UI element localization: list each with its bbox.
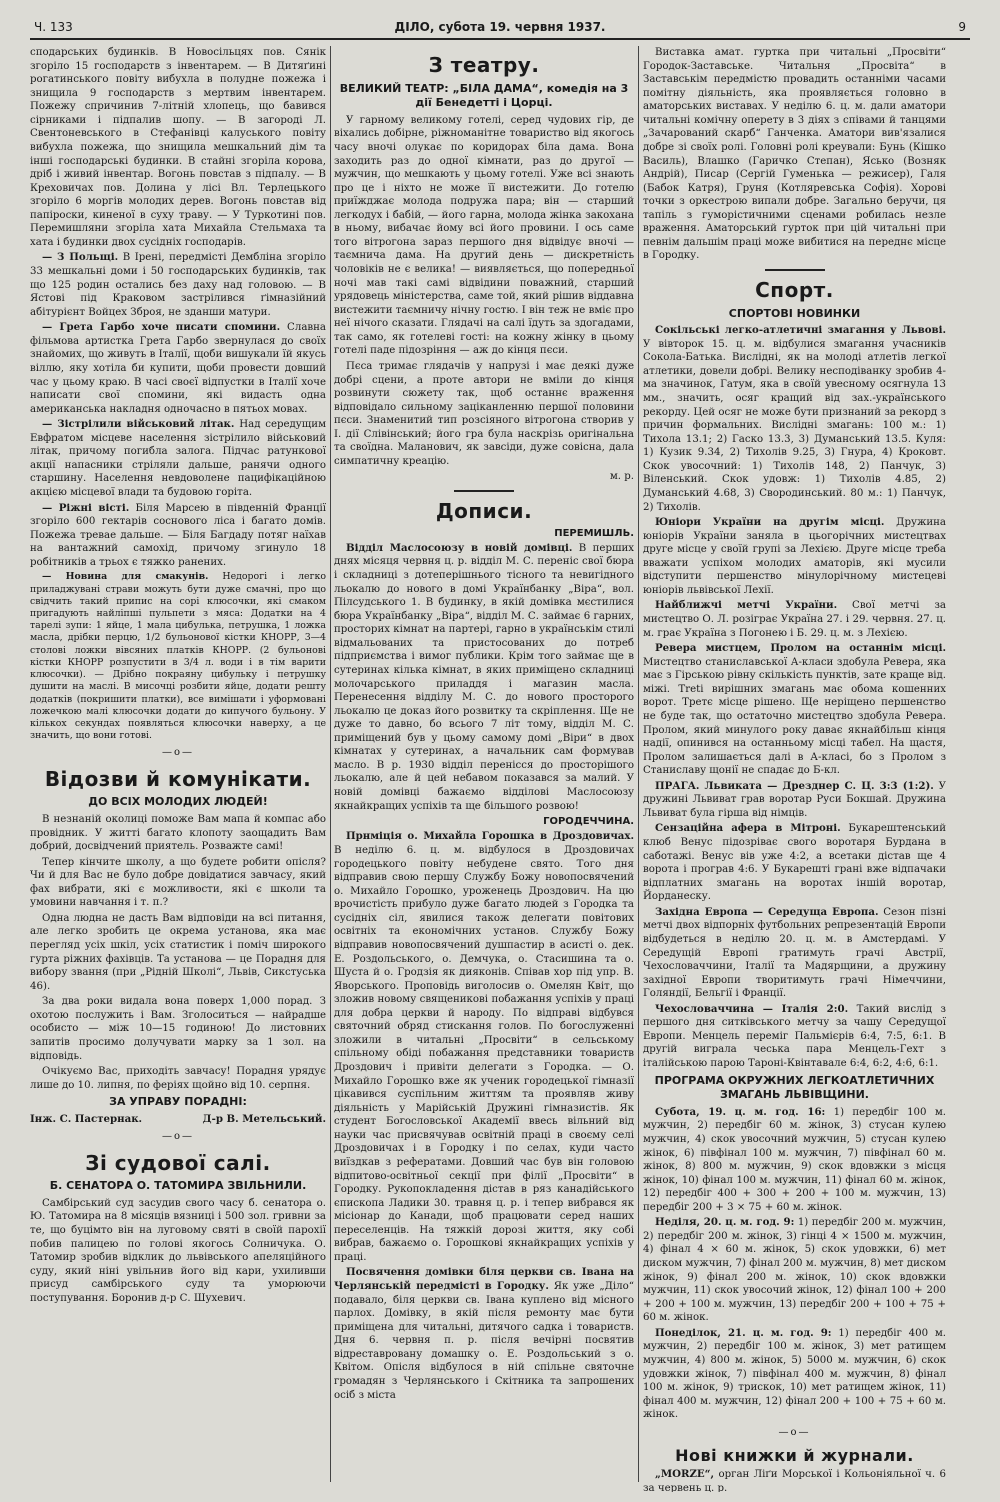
signature-heading: ЗА УПРАВУ ПОРАДНІ: [109,1095,247,1109]
paragraph: Пєса тримає глядачів у напрузі і має деякі дуже добрі сцени, а проте автори не вміли до кінця розвинути сюжету так, щоб останнє враження відповідало сильному заціканленню першої половини пєси. Знаменитий тип розсіяного вітрогона створив у І. дії Слівінський; його гра була наскрізь оригінальна та своїдна. Маланович, як завсіди, дуже совісна, дала симпатичну креацію. [334,360,634,467]
sport-item: Чехословаччина — Італія 2:0. Такий вислід з першого дня ситківського метчу за чашу Середущої Европи. Менцель переміг Пальмієрів 6:4, 7:5, 6:1. В другій виграла чеська пара Менцель-Гехт з італійською парою Тароні-Квінтавале 6:4, 6:2, 4:6, 6:1. [643,1002,946,1070]
paragraph: Відділ Маслосоюзу в новій домівці. В перших днях місяця червня ц. р. відділ М. С. переніс свої бюра і складниці з дотеперішнього тісного та невигідного льокалю до нового в домі Українбанку „Віра“, вол. Пілсудського 1. В будинку, в якій домівка мєстилися бюра Українбанку „Віра“, відділ М. С. займає 6 гарних, просторих кімнат на партері, гарно в українськім стилі відмальованих та пристосованих до потреб підприємства і вимог публики. Крім того займає ще в сутеринах кілька кімнат, в яких приміщено складниці молочарського приладдя і магазин масла. Перенесення відділу М. С. до нового просторого льокалю це доказ його розвитку та скріплення. Ще не дуже то давно, бо всього 7 літ тому, відділ М. С. приміщений був у цьому самому домі „Віри“ в двох кімнатах у сутеринах, а начальник сам формував масло. В р. 1930 відділ перенісся до просторішого льокалю, але й цей небавом показався за малий. У новій домівці бажаємо відділові Маслосоюзу якнайкращих успіхів та ще більшого розвою! [334,541,634,812]
divider: —o— [778,1426,811,1438]
signature-left: Інж. С. Пастернак. [30,1112,143,1125]
place-heading: ПЕРЕМИШЛЬ. [554,527,634,539]
column-3 [643,46,946,1492]
sport-item: Юніори України на другім місці. Дружина юніорів України заняла в цьогорічних мистецтвах друге місце у своїй групі за Лехією. Друге місце треба вважати успіхом молодих аматорів, які мусили відступити першенство мінулорічному мистецеві юніорів львівської Лехії. [643,516,946,596]
section-title-sport: Спорт. [755,278,834,302]
program-day: Неділя, 20. ц. м. год. 9: 1) передбіг 200 м. мужчин, 2) передбіг 200 м. жінок, 3) гінці 4 × 1500 м. мужчин, 4) фінал 4 × 60 м. жінок, 5) скок удовжки, 6) мет диском мужчин, 7) фінал 200 м. мужчин, 8) мет диском жінок, 9) фінал 200 м. жінок, 10) скок вдовжки мужчин, 11) скок увосочий жінок, 12) фінал 100 + 200 + 200 + 100 м. мужчин, 13) передбіг 200 + 100 + 75 + 60 м. жінок. [643,1216,946,1324]
column-rule [638,46,639,1482]
paragraph: Прнміція о. Михайла Горошка в Дроздовичах. В неділю 6. ц. м. відбулося в Дроздовичах городецького повіту небудене свято. Того дня відправив свою першу Службу Божу новопосвячений о. Михайло Горошко, уроженець Дроздович. На цю врочистість прибуло дуже багато людей з Городка та сусідніх сіл, явилися також делегати повітових освітніх та економічних установ. Службу Божу відправив новопосвячений душпастир в асисті о. дек. Е. Роздольського, о. Демчука, о. Стасишина та о. Шуста й о. Гродзія як дияконів. Співав хор під упр. В. Яворського. Проповідь виголосив о. Омелян Квіт, що зложив новому священикові побажання успіхів у праці для добра церкви й народу. По відправі відбувся святочний обряд стискання голов. По богослуженні зложили в читальні „Просвіти“ в сельському спільному обіді побажання представники товариств Дроздович і привіти делегати з Городка. — О. Михайло Горошко вже як ученик городецької гімназії цікавився суспільним життям та проявляв живу діяльність у Марійській Дружині гімназистів. Як студент Богословської Академії ввесь вільний від науки час присвячував освітній праці в своєму селі Дроздовичах і в Городку і по селах, куди часто виїздкав з рефератами. Довший час був він головою відпитово-освітньої секції при філії „Просвіти“ в Городку. Рукопокладення дістав в ряз канадійського єпископа Ладики 30. травня ц. р. і тепер вибрався як місіонар до Канади, щоб працювати серед наших переселенців. На тяжкій дорозі життя, яку собі вибрав, бажаємо о. Горошкові якнайкращих успіхів у праці. [334,830,634,1263]
issue-number: Ч. 133 [34,20,73,34]
program-day: Понеділок, 21. ц. м. год. 9: 1) передбіг 400 м. мужчин, 2) передбіг 100 м. жінок, 3) мет ратищем мужчин, 4) 800 м. жінок, 5) 5000 м. мужчин, 6) скок удовжки жінок, 7) півфінал 400 м. мужчин, 8) фінал 100 м. жінок, 9) трискок, 10) мет ратищем жінок, 11) фінал 400 м. мужчин, 12) фінал 200 + 100 + 75 + 60 м. жінок. [643,1326,946,1421]
divider: —o— [161,1131,195,1143]
page-number: 9 [958,20,966,34]
sport-item: Західна Европа — Середуща Европа. Сезон пізні метчі двох відпорніх футбольних репрезентацій Европи відбудеться в неділю 20. ц. м. в Амстердамі. У Середущій Европі гратимуть грачі Австрії, Чехословаччини, Італії та Мадярщини, а дружину західної Европи творитимуть грачі Німеччини, Голяндії, Бельгії і Франції. [643,905,946,1000]
section-subtitle: ВЕЛИКИЙ ТЕАТР: „БІЛА ДАМА“, комедія на 3 дії Бенедетті і Цорці. [339,81,629,110]
signatures [30,1113,326,1127]
paragraph: У гарному великому готелі, серед чудових гір, де віхались добірне, ріжноманітне товариство від якогось часу вночі олукає по коридорах біла дама. Вона заходить раз до одної кімнати, раз до другої — мужчин, що мешкають у цьому готелі. Уже всі знають про це і ніхто не може її вистежити. До готелю приїжджає молода подружа пара; він — старший легкодух і бабій, — його гарна, молода жінка закохана в ньому, вибачає йому всі його провини. І ось саме того вітрогона зараз першого дня відвідує вночі — таємнича дама. На другий день — дискретність чоловіків не є велика! — виявляється, що попередньої ночі мав такі самі відвідини поважний, старший урядовець міністерства, саме той, який рішив віддавна вистежити таємничу нічну гостю. І він теж не вміє про неї нічого сказати. Глядачі на салі їдуть за здогадами, так само, як готелеві гості: на кожну жінку в цьому готелі паде підозріння — аж до кінця пєси. [334,114,634,357]
paragraph: За два роки видала вона поверх 1,000 порад. З охотою послужить і Вам. Зголоситься — найрадше особисто — між 10—15 годиною! До листовних запитів просимо долучувати марку за 1 зол. на відповідь. [30,996,326,1062]
section-title-books: Нові книжки й журнали. [675,1446,914,1466]
sport-item: ПРАГА. Львиката — Дрезднер С. Ц. 3:3 (1:2). У дружині Львиват грав воротар Руси Бокшай. Дружина Львиват була гірша від німців. [643,779,946,819]
paragraph: Одна людна не дасть Вам відповіди на всі питання, але легко зробить це окрема установа, яка має перегляд усіх шкіл, усіх статистик і поміч широкого гурта ріжних фахівців. Та установа — це Порадня для вибору звання (при „Рідній Школі“, Львів, Сикстуська 46). [30,912,326,992]
section-title-vidozvy: Відозви й комунікати. [44,766,312,791]
paragraph: Виставка амат. гуртка при читальні „Просвіти“ Городок-Заставське. Читальня „Просвіта“ в Заставськім передмістю провадить останніми часами помітну діяльність, яка проявляється головно в аматорських виставах. У неділю 6. ц. м. дали аматори читальні комічну оперету в 3 діях з співами й танцями „Зачарований скарб“ Ганченка. Аматори вив'язалися добре зі своїх ролі. Головні ролі креували: Бунь (Кішко Василь), Влашко (Гаричко Степан), Ясько (Возняк Андрій), Писар (Сергій Гуменька — режисер), Галя (Бабок Катря), Груня (Котляревська Софія). Хорові точки з оркестрою випали добре. Загально беручи, ця тапіль з гуморістичними сценами робилась незле враження. Аматорський гурток при цій читальні при певнім дальшім праці може вибитися на переднє місце в Городку. [643,47,946,262]
sport-item: Найближчі метчі України. Свої метчі за мистецтво О. Л. розіграє Україна 27. і 29. червня. 27. ц. м. грає Україна з Погонею і Б. 29. ц. м. з Лехією. [643,599,946,639]
paragraph: Посвячення домівки біля церкви св. Івана на Черлянській передмісті в Городку. Як уже „Діло“ подавало, біля церкви св. Івана куплено від місного парлох. Домівку, в якій після ремонту має бути приміщена для читальні, дитячого садка і товариств. Дня 6. червня п. р. після вечірні посвятив відреставровану домашку о. Е. Роздольський з о. Квітом. Опісля відбулося в ній спільне святочне громадян з Черлянського і Скітника та запрошених осіб з міста [334,1266,634,1401]
section-subtitle: ДО ВСІХ МОЛОДИХ ЛЮДЕЙ! [88,795,268,809]
sport-item: Сензаційна афера в Мітроні. Букарештенський клюб Венус підозріває свого воротаря Бурдана в саботажі. Венус вів уже 4:2, а всетаки дістав ще 4 ворота і програв 4:6. У Букарешті грані вже відпачаки відплатних змагань на воротах іншій воротар, Йорданеску. [643,822,946,903]
paragraph: „MORZE“, орган Ліґи Морської і Кольоніяльної ч. 6 за червень ц. р. [643,1468,946,1492]
signature-right: Д-р В. Метельський. [202,1112,326,1125]
paragraph: В незнаній околиці поможе Вам мапа й компас або провідник. У житті багато клопоту заощадить Вам добрий, досвідчений приятель. Розважте самі! [30,813,326,853]
program-title: ПРОГРАМА ОКРУЖНИХ ЛЕГКОАТЛЕТИЧНИХ ЗМАГАНЬ ЛЬВІВЩИНИ. [654,1073,935,1102]
column-1 [30,46,326,1492]
news-item: — Зістрілили військовий літак. Над середущим Евфратом місцеве населення зістрілило військовий літак, причому погибла залога. Підчас ратункової акції напасники стріляли дальше, ранячи одного старшину. Населення невдоволене пацифікаційною акцією місцевої влади та будовою горіта. [30,418,326,498]
paragraph: Очікуємо Вас, приходіть завчасу! Порадня урядує лише до 10. липня, по феріях щойно від 10. серпня. [30,1066,326,1091]
column-2 [334,46,634,1492]
news-item: — Грета Гарбо хоче писати спомини. Славна фільмова артистка Грета Гарбо звернулася до своїх знайомих, що живуть в Італії, щоби вишукали їй якусь віллю, яку хотіла би купити, щоби провести довший час у цьому краю. В часі своєї відпустки в Італії хоче написати свої спомини, які видасть одна американська накладня одночасно в пятьох мовах. [30,321,326,415]
news-item: — Новина для смакунів. Недорогі і легко приладжувані страви можуть бути дуже смачні, про що свідчить такий припис на сорі клюсочки, які смаком пригадують найліпші пульпети з мяса: Додатки на 4 тарелі зупи: 1 яйце, 1 мала цибулька, петрушка, 1 ложка масла, дрібки перцю, 1/2 бульонової кістки КНОРР, 3—4 столові ложки вівсяних платків КНОРР. (2 бульонові кістки КНОРР розпустити в 3/4 л. води і в тім варити клюсочки). — Дрібно покраяну цибульку і петрушку душити на маслі. В мисочці розбити яйце, додати решту додатків (покришити платки), все вимішати і уформовані ложечкою малі клюсочки додати до кипучого бульону. У кількох секундах появляться клюсочки наверху, а це значить, що вони готові. [30,571,326,742]
column-rule [330,46,331,1482]
section-title-theatre: З театру. [428,53,540,77]
news-item: — Ріжні вісті. Біля Марсею в південній Франції згоріло 600 гектарів соснового ліса і багато домів. Пожежа тревае дальше. — Біля Багдаду потяг наїхав на вантажний самохід, причому згинуло 18 робітників а трьох є тяжко ранених. [30,501,326,568]
divider [765,269,825,271]
section-title-court: Зі судової салі. [85,1150,271,1175]
fire-news: сподарських будинків. В Новосільцях пов. Сянік згоріло 15 господарств з інвентарем. — В Дитяґині рогатинського повіту вибухла в полудне пожежа і знищила 9 господарств з мертвим інвентарем. Пожежу спричинив 7-літній хлопець, що бавився сірниками і підпалив шопу. — В загороді Л. Свентоневського в Стефанівці калуського повіту вибухла пожежа, що знищила мешкальний дім та інші господарські будинки. В стайні згоріла корова, дріб і живий інвентар. Вогонь повстав з підпалу. — В Креховичах пов. Долина у лісі Вл. Терлецького згоріло 6 моргів молодих дерев. Вогонь повстав від папіроски, киненої в суху траву. — У Туркотині пов. Перемишляни згоріла хата Михайла Стельмаха та хата і будинки двох сусідніх господарів. [30,47,326,248]
divider [454,490,514,492]
program-day: Субота, 19. ц. м. год. 16: 1) передбіг 100 м. мужчин, 2) передбіг 60 м. жінок, 3) стусан кулею мужчин, 4) скок увосочний мужчин, 5) стусан кулею жінок, 6) півфінал 100 м. мужчин, 7) півфінал 60 м. жінок, 8) 800 м. мужчин, 9) скок вдовжки з місця жінок, 10) фінал 100 м. мужчин, 11) фінал 60 м. жінок, 12) передбіг 400 + 300 + 200 + 100 м. мужчин, 13) передбіг 200 + 3 × 75 + 60 м. жінок. [643,1105,946,1213]
divider: —o— [161,747,195,759]
paragraph: Самбірський суд засудив свого часу б. сенатора о. Ю. Татомира на 8 місяців вязниці і 500 зол. гривни за те, що буцімто він на луговому святі в своїй парохії побив палицею по голові якогось Солничука. О. Татомир зробив відклик до львівського апеляційного суду, який ніні увільнив його від кари, ухиливши присуд самбірського суду та уморюючи поступування. Боронив д-р С. Шухевич. [30,1197,326,1304]
masthead: ДІЛО, субота 19. червня 1937. [394,20,606,34]
news-item: — З Польщі. В Ірені, передмісті Дембліна згоріло 33 мешкальні доми і 50 господарських будинків, так що 125 родин остались без даху над головою. — В Ястові під Краковом застрілився ґімназійний абітурієнт Войцех Зброя, не зданши матури. [30,251,326,318]
place-heading: ГОРОДЕЧЧИНА. [543,816,634,828]
sport-item: Сокільські легко-атлетичні змагання у Львові. У вівторок 15. ц. м. відбулися змагання учасників Сокола-Батька. Вислідні, як на молоді атлетів легкої атлетики, довели добрі. Велику несподіванку зробив 4-ма значинок, Гатум, яка в своїй увесному осягнула 13 мм., значить, осяг кращий від зах.-українського рекорду. Цей осяг не може бути признаний за рекорд з причин формальних. Вислідні змагань: 100 м.: 1) Тихола 13.1; 2) Гаско 13.3, 3) Думанський 13.5. Куля: 1) Кузик 9.34, 2) Тихолів 9.25, 3) Гнура, 4) Кроковт. Скок увосочний: 1) Тихолів 148, 2) Панчук, 3) Віленський. Скок удовж: 1) Тихолів 4.85, 2) Думанський 4.68, 3) Свородинський. 80 м.: 1) Панчук, 2) Тихолів. [643,324,946,513]
section-subtitle: СПОРТОВІ НОВИНКИ [728,306,861,320]
sport-item: Ревера мистцем, Пролом на останнім місці. Мистецтво станиславської А-класи здобула Ревера, яка має з Гірською рівну скількість пунктів, зате краще від. міжі. Тreti вирішних змагань має обома кошенних ворот. Третє місце рішено. Ще неріщено першенство не буде так, що остаточно мистецтво здобула Ревера. Пролом, який минулого року даває якнайбільш кінця надії, опинився на останньому місці табел. На щастя, Пролом залишається далі в А-класі, бо з Пролом з Станиславу щонії не спадає до Б-кл. [643,642,946,777]
section-title-dopysy: Дописи. [435,499,533,524]
paragraph: Тепер кінчите школу, а що будете робити опісля? Чи й для Вас не було добре довідатися завчасу, який фах вибрати, які є можливости, які є школи та умовини навчання і т. п.? [30,856,326,909]
page-header [30,14,970,40]
section-subtitle: Б. СЕНАТОРА О. ТАТОМИРА ЗВІЛЬНИЛИ. [49,1179,307,1193]
author-initials: м. р. [609,471,634,483]
